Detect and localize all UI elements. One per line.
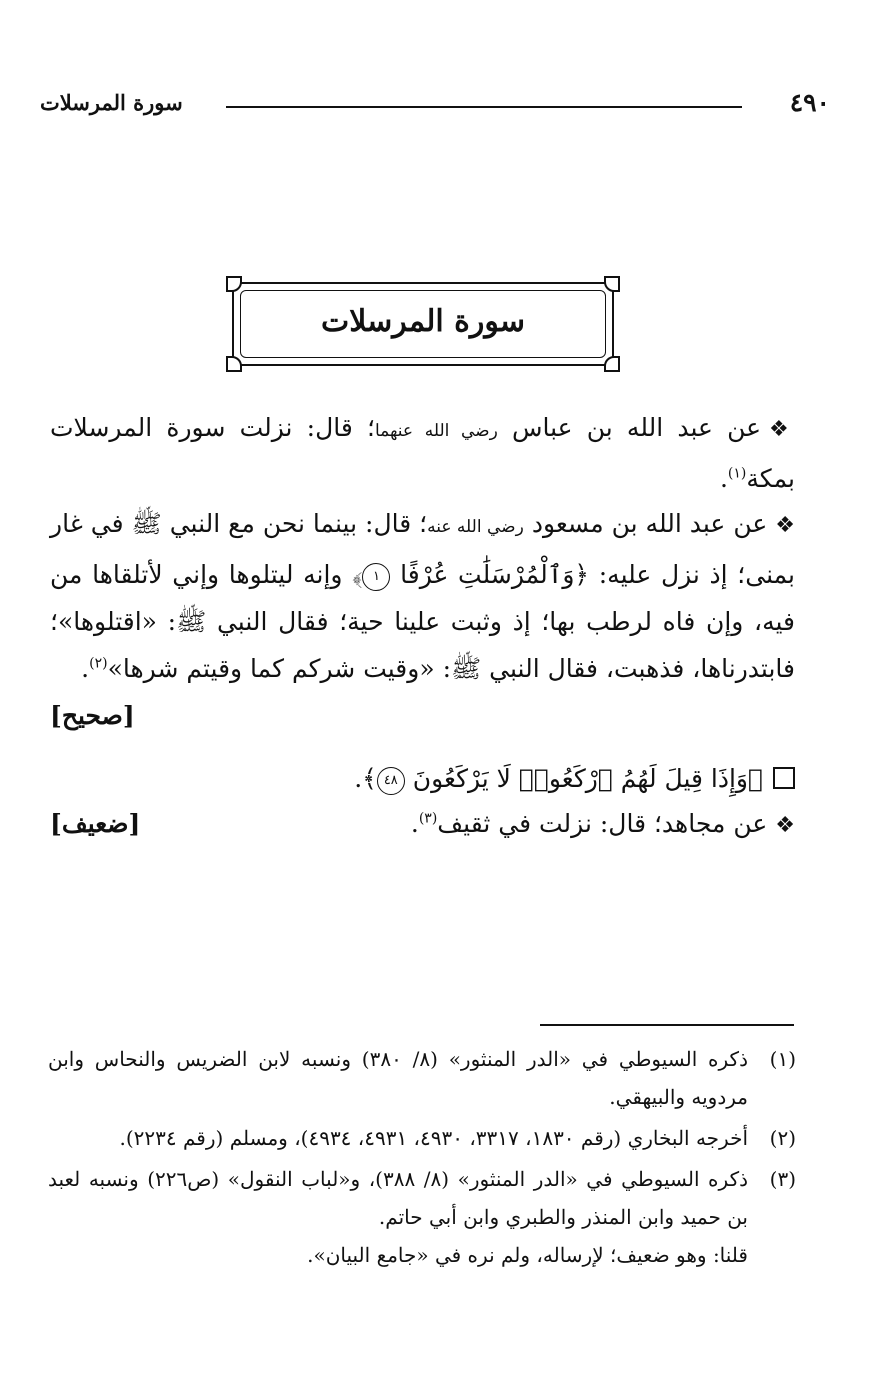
footnote-number: (١) [769, 1047, 796, 1071]
frame-corner [604, 276, 620, 292]
footnote [48, 1119, 796, 1157]
footnotes [48, 1040, 796, 1277]
surah-title-frame [232, 282, 614, 366]
verse-number-marker: ٤٨ [377, 767, 405, 795]
period: . [81, 654, 90, 683]
quran-verse: ﴿وَإِذَا قِيلَ لَهُمُ ٱرْكَعُوا۟ لَا يَرْكَعُونَ [412, 764, 763, 793]
grade-label: [ضعيف] [50, 809, 141, 838]
narration-text: عن عبد الله بن عباس [511, 413, 762, 442]
frame-corner [226, 276, 242, 292]
verse-number-marker: ١ [362, 563, 390, 591]
page-header [40, 88, 830, 124]
footnote-ref[interactable]: (٢) [89, 655, 108, 672]
footnote-number: (٣) [769, 1167, 796, 1191]
verse-close-bracket: ﴾ [362, 764, 377, 793]
page-number: ٤٩٠ [789, 88, 830, 117]
honorific-symbol: ﷺ [131, 509, 162, 538]
narration-text: عن مجاهد؛ قال: نزلت في ثقيف [437, 809, 768, 838]
grade-label: [صحيح] [50, 701, 135, 730]
period: . [410, 809, 419, 838]
period: . [719, 464, 728, 493]
frame-corner [226, 356, 242, 372]
footnote-ref[interactable]: (٣) [418, 810, 438, 827]
narration-text: ؛ قال: نزلت سورة المرسلات بمكة [50, 413, 795, 493]
narration-text: : «وقيت شركم كما وقيتم شرها» [107, 654, 451, 683]
running-title: سورة المرسلات [40, 90, 183, 115]
hadith-paragraph-2 [50, 500, 795, 739]
diamond-bullet-icon: ❖ [769, 417, 795, 442]
honorific-symbol: رضي الله عنهما [374, 421, 498, 441]
period: . [354, 764, 363, 793]
honorific-symbol: رضي الله عنه [427, 517, 524, 537]
footnote-text: ذكره السيوطي في «الدر المنثور» (٨/ ٣٨٠) ونسبه لابن الضريس والنحاس وابن مردويه والبيهقي. [48, 1047, 748, 1109]
honorific-symbol: ﷺ [451, 654, 482, 683]
footnote [48, 1160, 796, 1274]
narration-text: ؛ قال: بينما نحن مع النبي [169, 509, 428, 538]
footnote [48, 1040, 796, 1116]
diamond-bullet-icon: ❖ [775, 513, 796, 538]
narration-text: في غار بمنى؛ إذ نزل عليه: [50, 509, 796, 589]
footnote-separator [540, 1024, 794, 1026]
verse-close-bracket: ﴾ [352, 560, 363, 589]
square-bullet-icon [773, 767, 795, 789]
footnote-text: قلنا: وهو ضعيف؛ لإرساله، ولم نره في «جامع البيان». [307, 1243, 748, 1267]
footnote-number: (٢) [769, 1126, 796, 1150]
narration-text: : «اقتلوها»؛ فابتدرناها، فذهبت، فقال النبي [50, 607, 795, 683]
diamond-bullet-icon: ❖ [775, 813, 795, 838]
quran-verse: ﴿وَٱلْمُرْسَلَٰتِ عُرْفًا [400, 560, 590, 589]
narration-text: وإنه ليتلوها وإني لأتلقاها من فيه، وإن فاه لرطب بها؛ إذ وثبت علينا حية؛ فقال النبي [50, 560, 795, 636]
footnote-ref[interactable]: (١) [727, 465, 747, 482]
hadith-paragraph-3 [50, 800, 795, 849]
narration-text: عن عبد الله بن مسعود [531, 509, 768, 538]
verse-heading [50, 755, 795, 802]
footnote-text: أخرجه البخاري (رقم ١٨٣٠، ٣٣١٧، ٤٩٣٠، ٤٩٣١، ٤٩٣٤)، ومسلم (رقم ٢٢٣٤). [119, 1126, 748, 1150]
honorific-symbol: ﷺ [176, 607, 207, 636]
surah-title: سورة المرسلات [321, 304, 525, 339]
footnote-text: ذكره السيوطي في «الدر المنثور» (٨/ ٣٨٨)، و«لباب النقول» (ص٢٢٦) ونسبه لعبد بن حميد وابن المنذر والطبري وابن أبي حاتم. [48, 1167, 749, 1229]
header-rule [226, 106, 742, 108]
frame-corner [604, 356, 620, 372]
hadith-paragraph-1 [50, 404, 795, 502]
